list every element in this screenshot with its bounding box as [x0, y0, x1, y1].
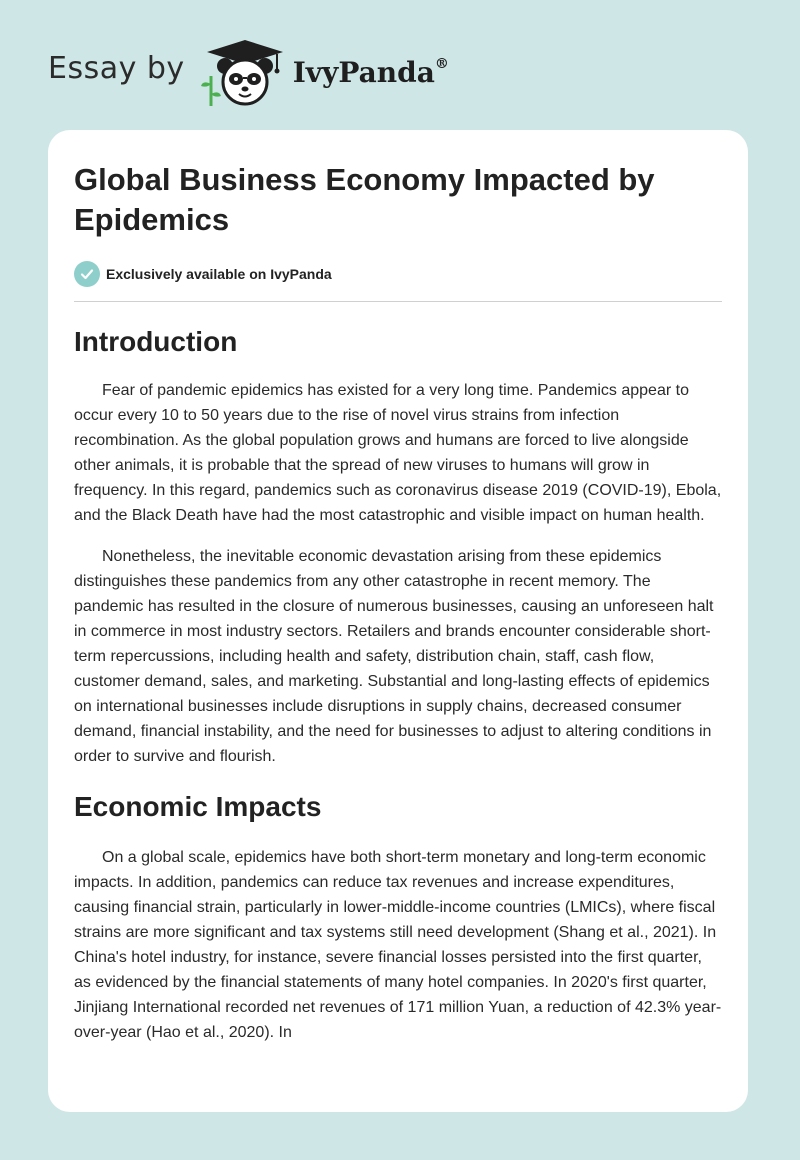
checkmark-icon [74, 261, 100, 287]
paragraph: Fear of pandemic epidemics has existed for a very long time. Pandemics appear to occur every 10 to 50 years due to the rise of novel virus strains from infection recombination. As the global population grows and humans are forced to live alongside other animals, it is probable that the spread of new viruses to humans will grow in frequency. In this regard, pandemics such as coronavirus disease 2019 (COVID-19), Ebola, and the Black Death have had the most catastrophic and visible impact on human health. [74, 382, 722, 524]
site-header [48, 36, 449, 112]
paragraph: On a global scale, epidemics have both short-term monetary and long-term economic impacts. In addition, pandemics can reduce tax revenues and increase expenditures, causing financial strain, particularly in lower-middle-income countries (LMICs), where fiscal strains are more significant and tax systems still need development (Shang et al., 2021). In China's hotel industry, for instance, severe financial losses persisted into the first quarter, as evidenced by the financial statements of many hotel companies. In 2020's first quarter, Jinjiang International recorded net revenues of 171 million Yuan, a reduction of 42.3% year-over-year (Hao et al., 2020). In [74, 849, 722, 1041]
exclusive-badge [74, 260, 722, 288]
panda-graduate-icon[interactable] [199, 36, 291, 112]
registered-mark: ® [434, 55, 449, 72]
page-title: Global Business Economy Impacted by Epidemics [74, 162, 655, 237]
essay-card [48, 130, 748, 1112]
paragraph: Nonetheless, the inevitable economic devastation arising from these epidemics distinguishes these pandemics from any other catastrophe in recent memory. The pandemic has resulted in the closure of numerous businesses, causing an unforeseen halt in commerce in most industry sectors. Retailers and brands encounter considerable short-term repercussions, including health and safety, distribution chain, staff, cash flow, customer demand, sales, and marketing. Substantial and long-lasting effects of epidemics on international businesses include disruptions in supply chains, decreased consumer demand, financial instability, and the need for businesses to adjust to altering conditions in order to survive and flourish. [74, 548, 714, 765]
title-divider [74, 301, 722, 302]
brand-name-text: IvyPanda [292, 55, 435, 89]
section-heading-economic-impacts: Economic Impacts [74, 791, 322, 822]
exclusive-label: Exclusively available on IvyPanda [106, 266, 332, 282]
section-heading-introduction: Introduction [74, 326, 238, 357]
essay-by-label: Essay by [48, 50, 185, 86]
brand-name[interactable] [293, 56, 449, 89]
